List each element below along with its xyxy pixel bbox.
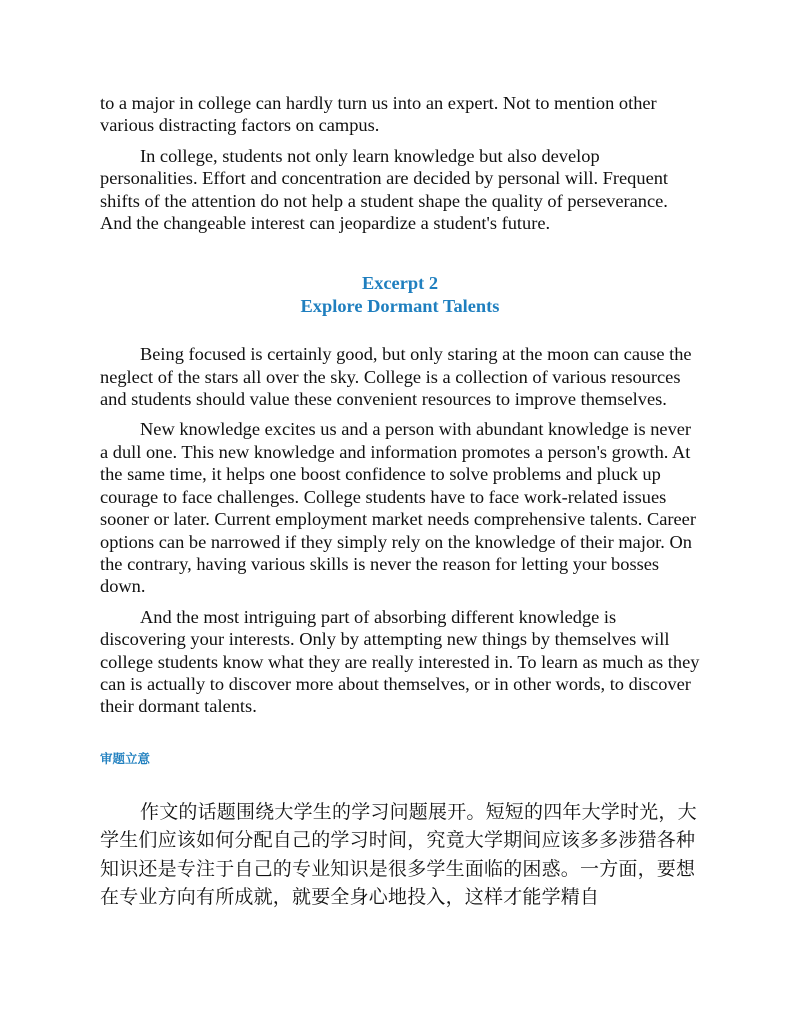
paragraph-college-personality: In college, students not only learn knowledge but also develop personalities. Effort and concentration are decided by personal will. Frequent shifts of the attention do not help a student shape the quality of perseverance. And the changeable interest can jeopardize a student's future. [100, 145, 669, 234]
excerpt-number: Excerpt 2 [361, 273, 439, 294]
paragraph-interests: And the most intriguing part of absorbing different knowledge is discovering your interests. Only by attempting new things by themselves will college students know what they are really interested in. To learn as much as they can is actually to discover more about themselves, or in other words, to discover their dormant talents. [100, 606, 700, 717]
chinese-paragraph: 作文的话题围绕大学生的学习问题展开。短短的四年大学时光，大学生们应该如何分配自己的学习时间，究竟大学期间应该多多涉猎各种知识还是专注于自己的专业知识是很多学生面临的困惑。一方面，要想在专业方向有所成就，就要全身心地投入，这样才能学精自 [100, 800, 697, 909]
section-label: 审题立意 [100, 750, 151, 766]
excerpt-title: Explore Dormant Talents [300, 295, 500, 316]
paragraph-focus: Being focused is certainly good, but only staring at the moon can cause the neglect of the stars all over the sky. College is a collection of various resources and students should value these convenient resources to improve themselves. [100, 344, 692, 410]
paragraph-new-knowledge: New knowledge excites us and a person with abundant knowledge is never a dull one. This new knowledge and information promotes a person's growth. At the same time, it helps one boost confidence to solve problems and pluck up courage to face challenges. College students have to face work-related issues sooner or later. Current employment market needs comprehensive talents. Career options can be narrowed if they simply rely on the knowledge of their major. On the contrary, having various skills is never the reason for letting your bosses down. [100, 419, 696, 597]
paragraph-continued: to a major in college can hardly turn us into an expert. Not to mention other various distracting factors on campus. [100, 93, 657, 136]
excerpt-heading [100, 272, 700, 317]
document-page [100, 92, 700, 912]
